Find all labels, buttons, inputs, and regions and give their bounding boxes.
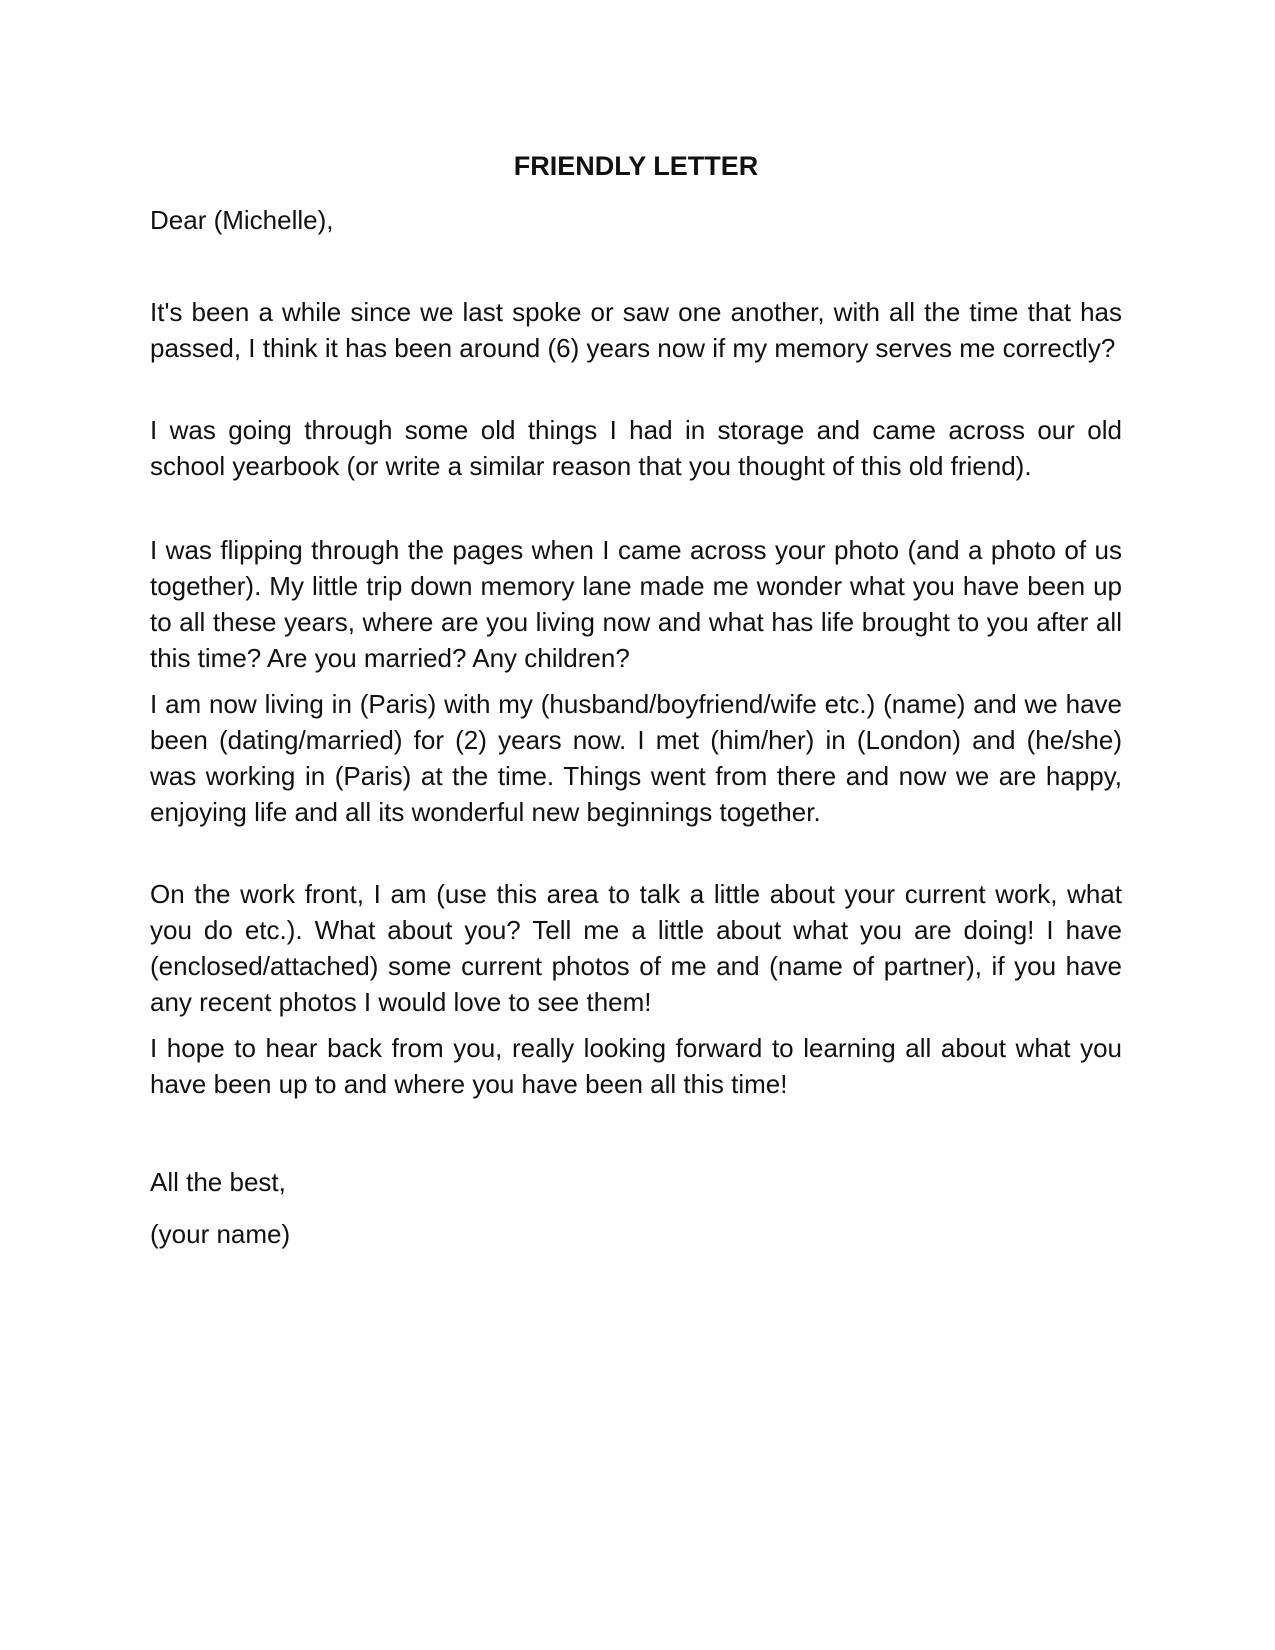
paragraph-6: I hope to hear back from you, really looking forward to learning all about what you have been up to and where you have been all this time! — [150, 1033, 1122, 1099]
closing: All the best, — [150, 1167, 286, 1197]
paragraph-2: I was going through some old things I had in storage and came across our old school yearbook (or write a similar reason that you thought of this old friend). — [150, 415, 1122, 481]
letter-title: FRIENDLY LETTER — [513, 151, 759, 181]
signature: (your name) — [150, 1219, 291, 1249]
paragraph-4: I am now living in (Paris) with my (husband/boyfriend/wife etc.) (name) and we have been (dating/married) for (2) years now. I met (him/her) in (London) and (he/she) was working in (Paris) at the time. Things went from there and now we are happy, enjoying life and all its wonderful new beginnings together. — [150, 689, 1122, 827]
paragraph-3: I was flipping through the pages when I came across your photo (and a photo of us together). My little trip down memory lane made me wonder what you have been up to all these years, where are you living now and what has life brought to you after all this time? Are you married? Any children? — [150, 535, 1122, 673]
paragraph-1: It's been a while since we last spoke or saw one another, with all the time that has passed, I think it has been around (6) years now if my memory serves me correctly? — [150, 297, 1122, 363]
salutation: Dear (Michelle), — [150, 205, 334, 235]
paragraph-5: On the work front, I am (use this area to talk a little about your current work, what you do etc.). What about you? Tell me a little about what you are doing! I have (enclosed/attached) some current photos of me and (name of partner), if you have any recent photos I would love to see them! — [150, 879, 1122, 1017]
